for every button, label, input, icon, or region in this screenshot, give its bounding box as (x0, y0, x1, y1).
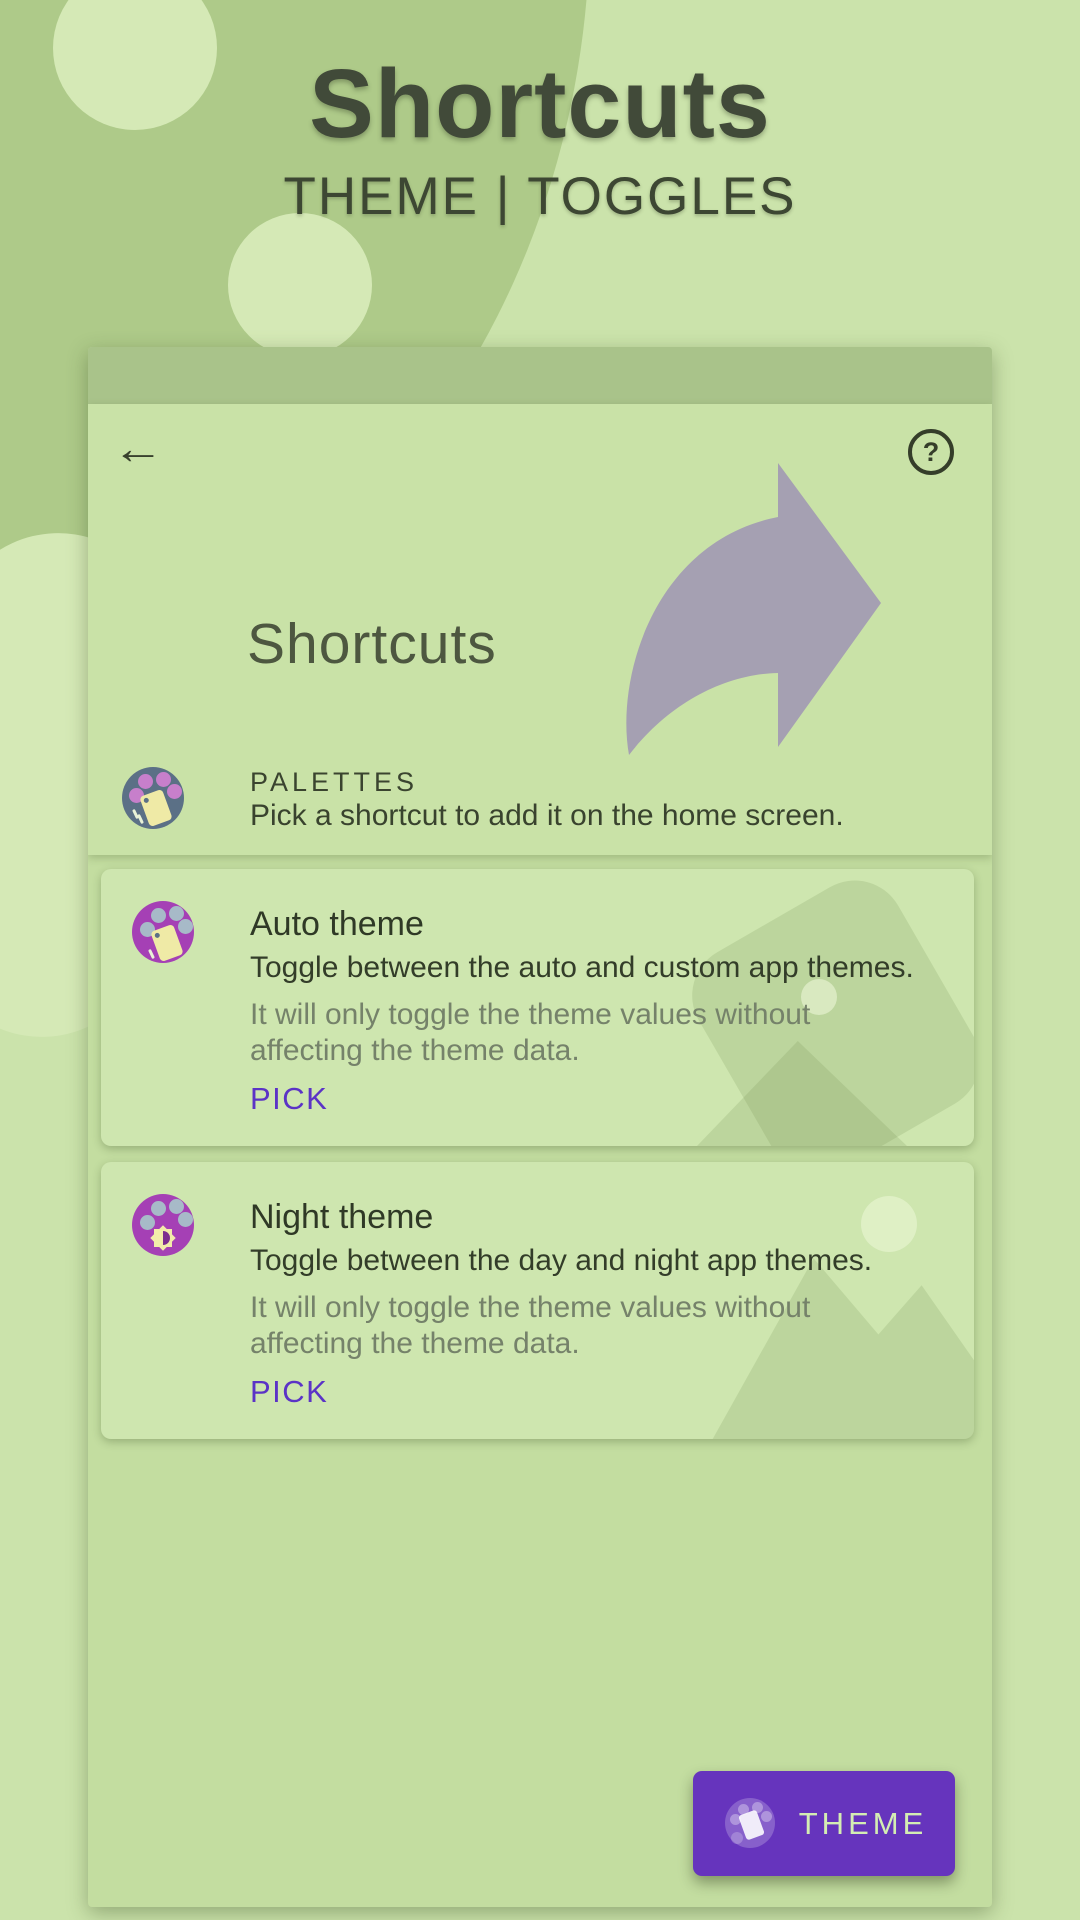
app-bar-strip (88, 347, 992, 404)
night-theme-icon (132, 1194, 194, 1256)
palette-icon (725, 1798, 775, 1848)
auto-theme-icon (132, 901, 194, 963)
shortcut-subtitle: Toggle between the day and night app themes. (250, 1244, 873, 1277)
screen-heading: Shortcuts (247, 612, 497, 676)
theme-button[interactable] (693, 1771, 955, 1876)
background-circle (228, 213, 372, 357)
shortcut-subtitle: Toggle between the auto and custom app themes. (250, 951, 914, 984)
shortcut-title: Night theme (250, 1198, 434, 1236)
share-arrow-graphic (613, 457, 885, 759)
shortcut-card-night-theme[interactable] (101, 1162, 974, 1439)
shortcut-title: Auto theme (250, 905, 424, 943)
section-description: Pick a shortcut to add it on the home screen. (250, 799, 844, 832)
app-window (88, 347, 992, 1907)
section-label: PALETTES (250, 767, 419, 797)
theme-button-label: THEME (798, 1806, 928, 1841)
shortcut-note: It will only toggle the theme values without affecting the theme data. (250, 1291, 811, 1360)
palettes-section-icon (122, 767, 184, 829)
back-button[interactable] (110, 421, 166, 477)
help-icon: ? (908, 429, 954, 475)
shortcut-card-auto-theme[interactable] (101, 869, 974, 1146)
help-button[interactable] (908, 429, 954, 475)
pick-button[interactable]: PICK (238, 1073, 340, 1125)
page-subtitle: THEME | TOGGLES (283, 167, 797, 226)
shortcut-note: It will only toggle the theme values without affecting the theme data. (250, 998, 811, 1067)
back-arrow-icon: ← (112, 424, 164, 474)
pick-button[interactable]: PICK (238, 1366, 340, 1418)
page-title: Shortcuts (309, 49, 771, 158)
day-night-glyph (150, 1225, 176, 1251)
